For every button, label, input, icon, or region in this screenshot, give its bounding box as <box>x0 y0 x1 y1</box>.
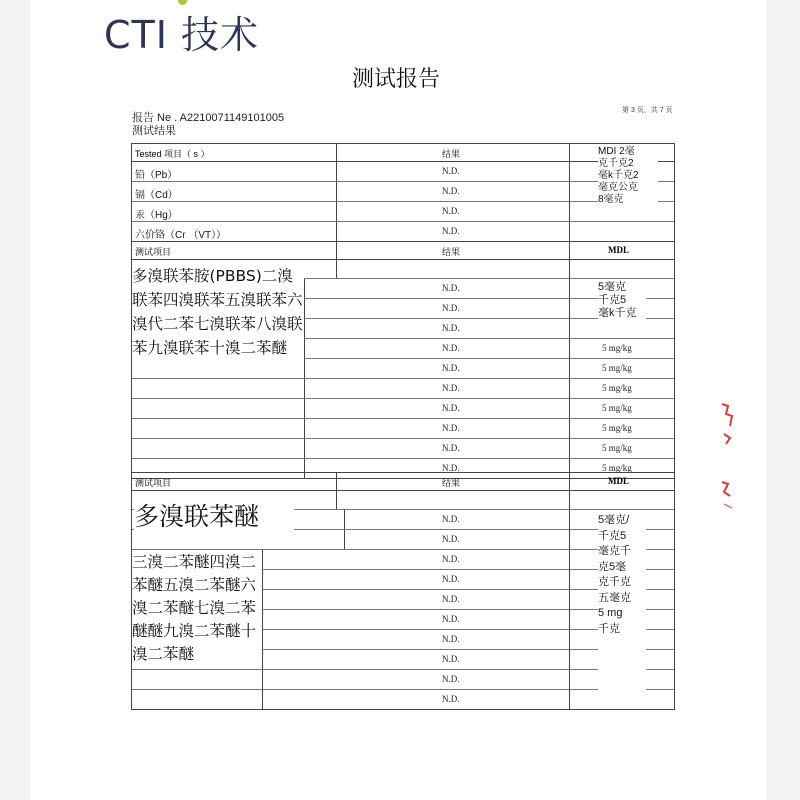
row-result: N.D. <box>442 303 460 313</box>
row-mdl: 5 mg/kg <box>602 363 632 373</box>
row-result: N.D. <box>442 594 460 604</box>
header-result: 结果 <box>442 478 461 488</box>
row-result: N.D. <box>442 363 460 373</box>
pbb-items-text: 多溴联苯胺(PBBS)二溴联苯四溴联苯五溴联苯六溴代二苯七溴联苯八溴联苯九溴联苯十溴二苯醚 <box>132 264 304 360</box>
section-subtitle: 测试结果 <box>132 125 176 137</box>
row-result: N.D. <box>442 463 460 473</box>
header-mdl: MDL <box>608 245 629 255</box>
header-item: Tested 项目（ s ） <box>135 149 210 159</box>
metals-table <box>131 143 675 242</box>
page-title: 测试报告 <box>352 67 441 92</box>
row-result: N.D. <box>442 403 460 413</box>
table-row <box>132 359 674 379</box>
row-result: N.D. <box>442 443 460 453</box>
row-mdl: 5 mg/kg <box>602 343 632 353</box>
pbb-mdl-cell: 5毫克 千克5 毫k千克 <box>598 281 646 320</box>
row-mdl: 5 mg/kg <box>602 463 632 473</box>
report-number: 报告 Ne . A2210071149101005 <box>132 112 285 124</box>
row-result: N.D. <box>442 166 460 176</box>
table-row <box>132 439 674 459</box>
row-mdl: 5 mg/kg <box>602 423 632 433</box>
row-item: 汞（Hg） <box>135 210 178 221</box>
row-item: 镉（Cd） <box>135 190 178 201</box>
header-result: 结果 <box>442 149 461 159</box>
row-result: N.D. <box>442 634 460 644</box>
pbde-heading: 多溴联苯醚 <box>134 500 294 534</box>
header-item: 测试项目 <box>135 247 172 257</box>
table-row <box>132 419 674 439</box>
table-header <box>132 144 674 162</box>
table-row <box>132 202 674 222</box>
table-row <box>132 379 674 399</box>
row-result: N.D. <box>442 614 460 624</box>
header-item: 测试项目 <box>135 478 172 488</box>
row-result: N.D. <box>442 694 460 704</box>
row-result: N.D. <box>442 574 460 584</box>
pbde-mdl-cell: 5毫克/ 千克5 毫克千 克5毫 克千克 五毫克 5 mg 千克 <box>598 513 646 701</box>
row-result: N.D. <box>442 283 460 293</box>
header-mdl: MDL <box>608 476 629 486</box>
page-number: 第 3 页，共 7 页 <box>622 107 673 114</box>
table-row <box>132 162 674 182</box>
row-result: N.D. <box>442 554 460 564</box>
row-result: N.D. <box>442 654 460 664</box>
row-result: N.D. <box>442 534 460 544</box>
row-mdl: 5 mg/kg <box>602 403 632 413</box>
table-row <box>132 690 674 709</box>
row-result: N.D. <box>442 343 460 353</box>
table-row <box>132 670 674 690</box>
row-mdl: 5 mg/kg <box>602 443 632 453</box>
company-logo: CTI 技术 <box>104 13 260 57</box>
row-item: 六价铬（Cr （VT）） <box>135 230 227 241</box>
row-result: N.D. <box>442 514 460 524</box>
row-result: N.D. <box>442 423 460 433</box>
row-result: N.D. <box>442 674 460 684</box>
row-item: 铅（Pb） <box>135 170 178 181</box>
table-row <box>132 399 674 419</box>
metals-mdl-cell: MDI 2毫 克千克2 毫k千克2 毫克公克 8毫克 <box>598 146 658 206</box>
row-result: N.D. <box>442 383 460 393</box>
row-mdl: 5 mg/kg <box>602 383 632 393</box>
row-result: N.D. <box>442 206 460 216</box>
red-stamp-icon <box>714 400 736 530</box>
row-result: N.D. <box>442 186 460 196</box>
row-result: N.D. <box>442 323 460 333</box>
table-row <box>132 182 674 202</box>
header-result: 结果 <box>442 247 461 257</box>
row-result: N.D. <box>442 226 460 236</box>
pbde-items-text: 三溴二苯醚四溴二苯醚五溴二苯醚六溴二苯醚七溴二苯醚醚九溴二苯醚十溴二苯醚 <box>132 551 262 666</box>
table-header <box>132 473 674 491</box>
table-row <box>132 222 674 241</box>
table-header <box>132 242 674 260</box>
